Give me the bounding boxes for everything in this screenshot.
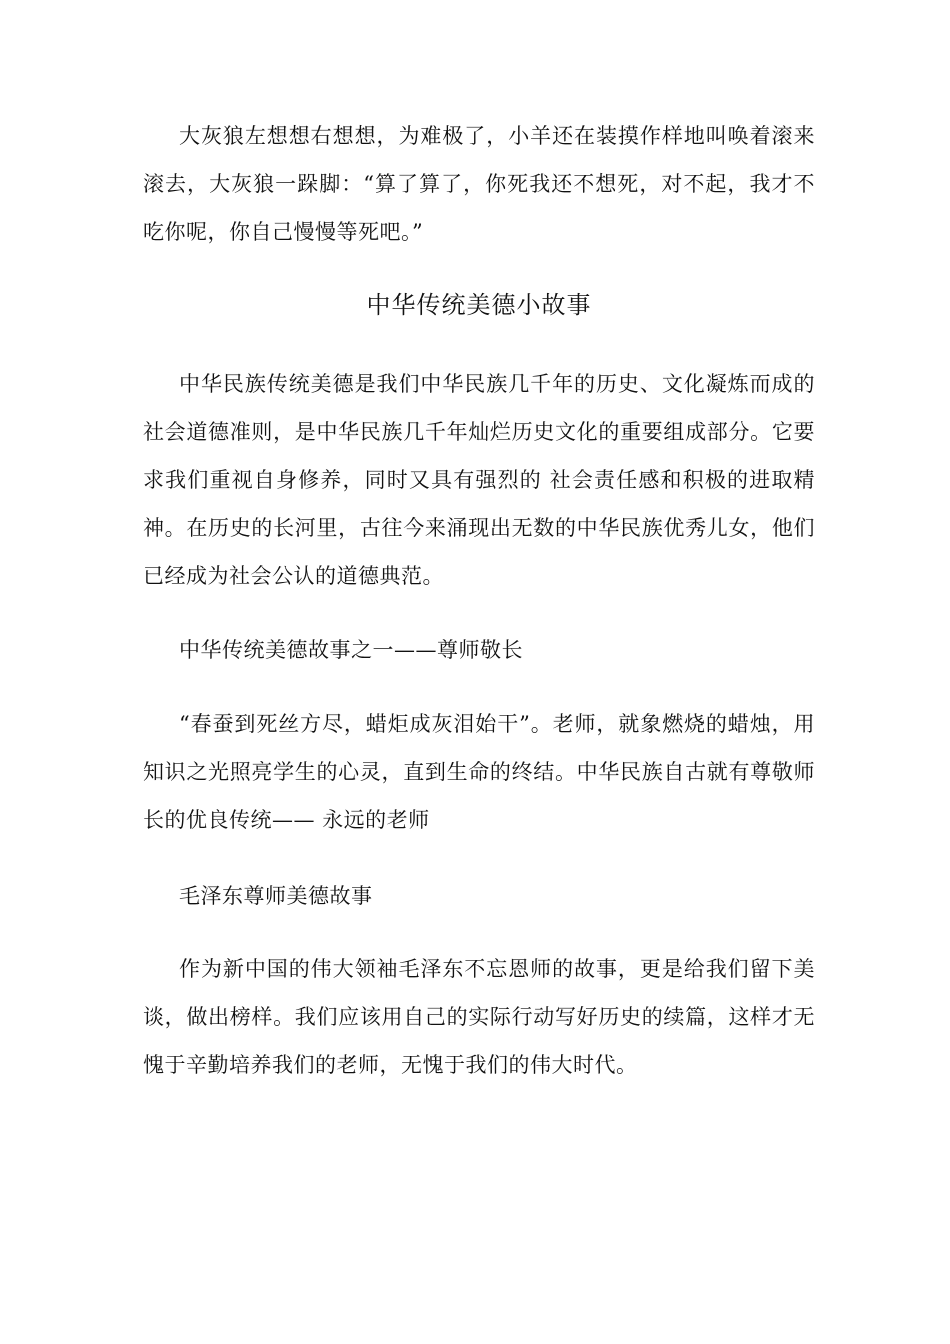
paragraph-wolf-story: 大灰狼左想想右想想，为难极了，小羊还在装摸作样地叫唤着滚来滚去，大灰狼一跺脚：“算了算了，你死我还不想死，对不起，我才不吃你呢，你自己慢慢等死吧。” bbox=[143, 124, 815, 244]
paragraph-teachers: “春蚕到死丝方尽，蜡炬成灰泪始干”。老师，就象燃烧的蜡烛，用知识之光照亮学生的心灵，直到生命的终结。中华民族自古就有尊敬师长的优良传统—— 永远的老师 bbox=[143, 712, 815, 832]
section-heading-respect-teachers: 中华传统美德故事之一——尊师敬长 bbox=[179, 638, 523, 662]
paragraph-intro: 中华民族传统美德是我们中华民族几千年的历史、文化凝炼而成的社会道德准则，是中华民族几千年灿烂历史文化的重要组成部分。它要求我们重视自身修养，同时又具有强烈的 社会责任感和积极的进取精神。在历史的长河里，古往今来涌现出无数的中华民族优秀儿女，他们已经成为社会公认的道德典范。 bbox=[143, 372, 815, 588]
paragraph-mao: 作为新中国的伟大领袖毛泽东不忘恩师的故事，更是给我们留下美谈，做出榜样。我们应该用自己的实际行动写好历史的续篇，这样才无愧于辛勤培养我们的老师，无愧于我们的伟大时代。 bbox=[143, 957, 815, 1077]
section-heading-mao: 毛泽东尊师美德故事 bbox=[179, 884, 373, 908]
document-title: 中华传统美德小故事 bbox=[366, 291, 592, 319]
